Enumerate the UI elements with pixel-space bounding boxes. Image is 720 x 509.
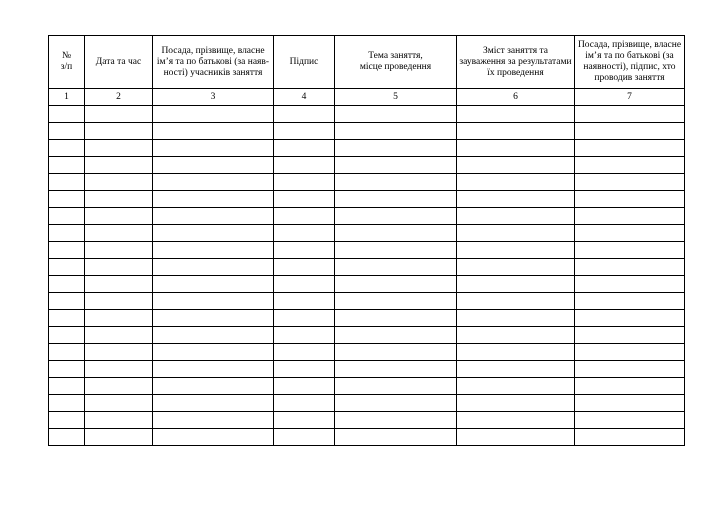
table-cell: [153, 344, 274, 361]
table-cell: [457, 276, 575, 293]
table-row: [49, 276, 685, 293]
header-participants: Посада, прізвище, власне ім’я та по батькові (за наяв-ності) учасників заняття: [153, 36, 274, 89]
table-cell: [274, 174, 335, 191]
table-cell: [274, 140, 335, 157]
table-cell: [335, 208, 457, 225]
table-cell: [335, 412, 457, 429]
table-cell: [153, 106, 274, 123]
table-cell: [153, 174, 274, 191]
table-cell: [153, 242, 274, 259]
table-cell: [575, 157, 685, 174]
table-cell: [457, 225, 575, 242]
table-cell: [85, 174, 153, 191]
table-cell: [457, 395, 575, 412]
table-cell: [153, 429, 274, 446]
table-cell: [153, 293, 274, 310]
table-cell: [49, 327, 85, 344]
table-cell: [85, 361, 153, 378]
table-row: [49, 429, 685, 446]
table-row: [49, 327, 685, 344]
table-cell: [457, 412, 575, 429]
header-topic-line2: місце проведення: [359, 62, 432, 72]
column-number-5: 5: [335, 89, 457, 106]
table-cell: [274, 225, 335, 242]
table-cell: [335, 395, 457, 412]
table-cell: [49, 259, 85, 276]
table-row: [49, 106, 685, 123]
table-cell: [274, 361, 335, 378]
column-number-7: 7: [575, 89, 685, 106]
table-cell: [274, 327, 335, 344]
table-cell: [457, 293, 575, 310]
table-cell: [49, 310, 85, 327]
table-cell: [153, 327, 274, 344]
table-cell: [575, 429, 685, 446]
table-cell: [575, 327, 685, 344]
table-cell: [575, 276, 685, 293]
table-cell: [85, 157, 153, 174]
table-cell: [153, 276, 274, 293]
table-cell: [85, 123, 153, 140]
table-cell: [457, 327, 575, 344]
table-cell: [85, 412, 153, 429]
table-cell: [274, 259, 335, 276]
table-cell: [575, 259, 685, 276]
table-cell: [575, 361, 685, 378]
table-cell: [153, 395, 274, 412]
table-cell: [575, 395, 685, 412]
table-cell: [575, 412, 685, 429]
table-cell: [335, 361, 457, 378]
table-cell: [85, 344, 153, 361]
table-row: [49, 310, 685, 327]
column-number-1: 1: [49, 89, 85, 106]
table-cell: [85, 276, 153, 293]
table-row: [49, 225, 685, 242]
table-cell: [153, 157, 274, 174]
table-cell: [85, 191, 153, 208]
table-cell: [153, 191, 274, 208]
header-signature: Підпис: [274, 36, 335, 89]
table-cell: [274, 123, 335, 140]
table-cell: [335, 276, 457, 293]
table-row: [49, 140, 685, 157]
column-number-4: 4: [274, 89, 335, 106]
table-cell: [457, 259, 575, 276]
table-cell: [85, 242, 153, 259]
table-cell: [335, 344, 457, 361]
table-cell: [335, 174, 457, 191]
table-row: [49, 123, 685, 140]
table-row: [49, 174, 685, 191]
table-cell: [49, 344, 85, 361]
table-row: [49, 157, 685, 174]
table-cell: [49, 293, 85, 310]
table-cell: [49, 276, 85, 293]
table-cell: [335, 191, 457, 208]
column-number-6: 6: [457, 89, 575, 106]
table-cell: [575, 310, 685, 327]
table-cell: [49, 242, 85, 259]
table-cell: [85, 429, 153, 446]
header-row: [49, 36, 685, 89]
table-cell: [335, 310, 457, 327]
table-cell: [274, 191, 335, 208]
table-cell: [274, 395, 335, 412]
register-table: [48, 35, 685, 446]
table-row: [49, 361, 685, 378]
table-cell: [49, 395, 85, 412]
table-row: [49, 412, 685, 429]
table-cell: [335, 140, 457, 157]
table-cell: [575, 242, 685, 259]
table-cell: [49, 123, 85, 140]
table-row: [49, 208, 685, 225]
column-number-2: 2: [85, 89, 153, 106]
header-instructor: Посада, прізвище, власне ім’я та по батькові (за наявності), підпис, хто проводив заняття: [575, 36, 685, 89]
header-number-line1: №: [61, 51, 72, 61]
table-row: [49, 293, 685, 310]
table-cell: [457, 157, 575, 174]
table-cell: [335, 157, 457, 174]
table-cell: [153, 412, 274, 429]
table-cell: [85, 327, 153, 344]
header-number-line2: з/п: [60, 62, 73, 72]
table-cell: [274, 378, 335, 395]
table-cell: [457, 106, 575, 123]
table-cell: [153, 140, 274, 157]
header-content-remarks: Зміст заняття та зауваження за результатами їх проведення: [457, 36, 575, 89]
table-cell: [274, 412, 335, 429]
table-cell: [85, 106, 153, 123]
table-cell: [153, 361, 274, 378]
table-row: [49, 395, 685, 412]
table-cell: [457, 140, 575, 157]
table-cell: [153, 208, 274, 225]
table-cell: [575, 123, 685, 140]
table-cell: [575, 293, 685, 310]
table-cell: [49, 361, 85, 378]
column-number-row: [49, 89, 685, 106]
table-cell: [49, 378, 85, 395]
table-cell: [575, 140, 685, 157]
table-cell: [49, 140, 85, 157]
table-cell: [153, 123, 274, 140]
table-cell: [457, 344, 575, 361]
table-cell: [335, 259, 457, 276]
table-cell: [575, 174, 685, 191]
table-row: [49, 191, 685, 208]
table-cell: [335, 327, 457, 344]
header-number: [49, 36, 85, 89]
table-row: [49, 259, 685, 276]
table-cell: [49, 208, 85, 225]
table-cell: [457, 378, 575, 395]
table-cell: [85, 310, 153, 327]
table-cell: [575, 225, 685, 242]
table-cell: [335, 242, 457, 259]
table-cell: [575, 344, 685, 361]
table-cell: [49, 191, 85, 208]
table-row: [49, 378, 685, 395]
table-cell: [457, 174, 575, 191]
table-cell: [85, 293, 153, 310]
table-cell: [274, 208, 335, 225]
table-cell: [457, 242, 575, 259]
table-cell: [85, 225, 153, 242]
table-cell: [457, 310, 575, 327]
table-cell: [49, 106, 85, 123]
table-row: [49, 344, 685, 361]
table-cell: [49, 157, 85, 174]
table-cell: [85, 140, 153, 157]
table-cell: [153, 259, 274, 276]
table-cell: [575, 208, 685, 225]
table-cell: [335, 378, 457, 395]
table-cell: [457, 429, 575, 446]
table-cell: [335, 293, 457, 310]
table-cell: [274, 310, 335, 327]
table-cell: [153, 225, 274, 242]
table-cell: [85, 259, 153, 276]
table-cell: [575, 378, 685, 395]
table-row: [49, 242, 685, 259]
table-cell: [85, 208, 153, 225]
table-cell: [335, 123, 457, 140]
table-cell: [49, 429, 85, 446]
table-cell: [457, 361, 575, 378]
table-cell: [85, 378, 153, 395]
table-cell: [153, 378, 274, 395]
table-cell: [575, 191, 685, 208]
table-body: [49, 106, 685, 446]
header-date-time: Дата та час: [85, 36, 153, 89]
table-cell: [457, 191, 575, 208]
table-cell: [49, 225, 85, 242]
column-number-3: 3: [153, 89, 274, 106]
table-cell: [335, 106, 457, 123]
table-cell: [274, 276, 335, 293]
table-cell: [274, 429, 335, 446]
table-cell: [49, 174, 85, 191]
header-topic-line1: Тема заняття,: [368, 51, 423, 61]
table-cell: [274, 344, 335, 361]
table-cell: [85, 395, 153, 412]
table-cell: [49, 412, 85, 429]
table-cell: [274, 157, 335, 174]
table-cell: [457, 123, 575, 140]
table-cell: [335, 429, 457, 446]
table-cell: [274, 106, 335, 123]
table-cell: [274, 293, 335, 310]
table-cell: [457, 208, 575, 225]
table-cell: [575, 106, 685, 123]
table-cell: [274, 242, 335, 259]
table-cell: [153, 310, 274, 327]
table-cell: [335, 225, 457, 242]
header-topic-place: [335, 36, 457, 89]
